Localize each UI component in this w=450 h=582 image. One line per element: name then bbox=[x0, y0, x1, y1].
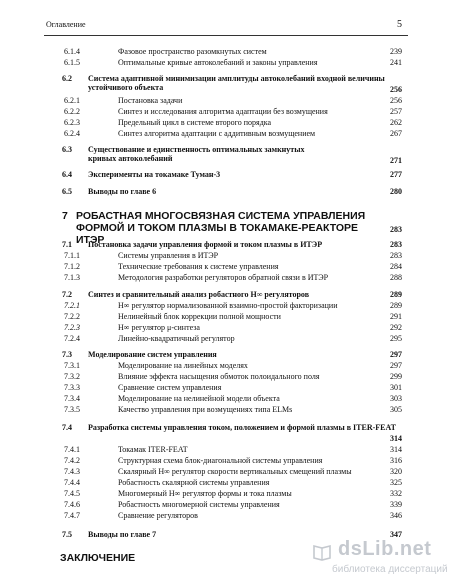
entry-number: 6.1.4 bbox=[64, 47, 80, 56]
entry-page: 280 bbox=[390, 187, 402, 196]
entry-number: 7.3.3 bbox=[64, 383, 80, 392]
entry-page: 346 bbox=[390, 511, 402, 520]
entry-title: Системы управления в ИТЭР bbox=[118, 251, 219, 260]
entry-title: Робастность многомерной системы управления bbox=[118, 500, 280, 509]
entry-title: Разработка системы управления током, положением и формой плазмы в ITER-FEAT bbox=[88, 423, 396, 432]
entry-title: Линейно-квадратичный регулятор bbox=[118, 334, 235, 343]
entry-number: 7.3.5 bbox=[64, 405, 80, 414]
entry-number: 6.4 bbox=[62, 170, 72, 179]
entry-number: 7.4.3 bbox=[64, 467, 80, 476]
entry-number: 7.2.2 bbox=[64, 312, 80, 321]
entry-page: 297 bbox=[390, 350, 402, 359]
entry-number: 7.4.6 bbox=[64, 500, 80, 509]
entry-number: 7.1 bbox=[62, 240, 72, 249]
entry-title: Сравнение систем управления bbox=[118, 383, 222, 392]
entry-page: 299 bbox=[390, 372, 402, 381]
entry-page: 291 bbox=[390, 312, 402, 321]
conclusion-heading: ЗАКЛЮЧЕНИЕ bbox=[60, 552, 136, 564]
entry-number: 7.4.7 bbox=[64, 511, 80, 520]
entry-number: 7.4.5 bbox=[64, 489, 80, 498]
entry-title: Оптимальные кривые автоколебаний и законы управления bbox=[118, 58, 318, 67]
entry-page: 288 bbox=[390, 273, 402, 282]
entry-title: Робастность скалярной системы управления bbox=[118, 478, 270, 487]
entry-number: 7.4.1 bbox=[64, 445, 80, 454]
entry-title: Моделирование на линейных моделях bbox=[118, 361, 248, 370]
header-title: Оглавление bbox=[46, 20, 86, 29]
entry-title: Синтез алгоритма адаптации с аддитивным возмущением bbox=[118, 129, 316, 138]
entry-page: 256 bbox=[390, 85, 402, 94]
entry-page: 314 bbox=[390, 434, 402, 443]
chapter-title: РОБАСТНАЯ МНОГОСВЯЗНАЯ СИСТЕМА УПРАВЛЕНИЯ ФОРМОЙ И ТОКОМ ПЛАЗМЫ В ТОКАМАКЕ-РЕАКТОРЕ ИТЭР bbox=[76, 210, 366, 246]
entry-title: Токамак ITER-FEAT bbox=[118, 445, 188, 454]
entry-number: 7.3.2 bbox=[64, 372, 80, 381]
entry-number: 6.3 bbox=[62, 145, 72, 154]
entry-page: 305 bbox=[390, 405, 402, 414]
entry-number: 6.5 bbox=[62, 187, 72, 196]
entry-page: 301 bbox=[390, 383, 402, 392]
entry-title: Нелинейный блок коррекции полной мощности bbox=[118, 312, 281, 321]
entry-title: Эксперименты на токамаке Туман-3 bbox=[88, 170, 221, 179]
entry-title: Выводы по главе 6 bbox=[88, 187, 157, 196]
entry-page: 303 bbox=[390, 394, 402, 403]
entry-page: 314 bbox=[390, 445, 402, 454]
entry-number: 7.2 bbox=[62, 290, 72, 299]
entry-number: 6.1.5 bbox=[64, 58, 80, 67]
entry-page: 239 bbox=[390, 47, 402, 56]
entry-page: 292 bbox=[390, 323, 402, 332]
watermark bbox=[306, 538, 450, 582]
entry-page: 283 bbox=[390, 225, 402, 234]
entry-number: 7.1.3 bbox=[64, 273, 80, 282]
entry-title: Скалярный H∞ регулятор скорости вертикальных смещений плазмы bbox=[118, 467, 352, 476]
entry-number: 7.2.1 bbox=[64, 301, 80, 310]
entry-number: 7.3 bbox=[62, 350, 72, 359]
entry-number: 7.2.4 bbox=[64, 334, 80, 343]
entry-title: Многомерный H∞ регулятор формы и тока плазмы bbox=[118, 489, 292, 498]
entry-page: 256 bbox=[390, 96, 402, 105]
entry-page: 283 bbox=[390, 251, 402, 260]
entry-title: Синтез и исследования алгоритма адаптации без возмущения bbox=[118, 107, 328, 116]
entry-number: 6.2 bbox=[62, 74, 72, 83]
entry-title: Моделирование систем управления bbox=[88, 350, 217, 359]
entry-title: Методология разработки регуляторов обратной связи в ИТЭР bbox=[118, 273, 329, 282]
entry-title: Постановка задачи bbox=[118, 96, 183, 105]
entry-page: 277 bbox=[390, 170, 402, 179]
entry-page: 320 bbox=[390, 467, 402, 476]
entry-page: 289 bbox=[390, 301, 402, 310]
entry-number: 7.1.1 bbox=[64, 251, 80, 260]
entry-title: Синтез и сравнительный анализ робастного H∞ регуляторов bbox=[88, 290, 310, 299]
entry-title: Технические требования к системе управления bbox=[118, 262, 279, 271]
entry-title: Структурная схема блок-диагональной системы управления bbox=[118, 456, 323, 465]
entry-number: 6.2.1 bbox=[64, 96, 80, 105]
entry-title: Качество управления при возмущениях типа ELMs bbox=[118, 405, 293, 414]
entry-page: 241 bbox=[390, 58, 402, 67]
entry-number: 7.1.2 bbox=[64, 262, 80, 271]
page-number: 5 bbox=[397, 19, 402, 30]
entry-title: Сравнение регуляторов bbox=[118, 511, 198, 520]
entry-title: Влияние эффекта насыщения обмоток полоидального поля bbox=[118, 372, 320, 381]
entry-title: Моделирование на нелинейной модели объекта bbox=[118, 394, 280, 403]
entry-title: Существование и единственность оптимальных замкнутых кривых автоколебаний bbox=[88, 145, 305, 163]
entry-page: 332 bbox=[390, 489, 402, 498]
page-header bbox=[46, 20, 404, 34]
entry-number: 6.2.2 bbox=[64, 107, 80, 116]
entry-number: 7.5 bbox=[62, 530, 72, 539]
header-rule bbox=[44, 35, 408, 36]
entry-page: 347 bbox=[390, 530, 402, 539]
entry-page: 289 bbox=[390, 290, 402, 299]
entry-title: H∞ регулятор нормализованной взаимно-простой факторизации bbox=[118, 301, 338, 310]
chapter-number: 7 bbox=[62, 210, 68, 222]
watermark-logo: dsLib.net bbox=[338, 538, 432, 560]
entry-number: 7.2.3 bbox=[64, 323, 80, 332]
book-icon bbox=[312, 542, 332, 562]
entry-page: 295 bbox=[390, 334, 402, 343]
entry-title: Постановка задачи управления формой и током плазмы в ИТЭР bbox=[88, 240, 323, 249]
watermark-subtitle: библиотека диссертаций bbox=[332, 564, 448, 575]
entry-number: 7.3.1 bbox=[64, 361, 80, 370]
entry-page: 284 bbox=[390, 262, 402, 271]
entry-title: Система адаптивной минимизации амплитуды автоколебаний входной величины устойчивого объекта bbox=[88, 74, 385, 92]
entry-number: 7.4.4 bbox=[64, 478, 80, 487]
entry-page: 339 bbox=[390, 500, 402, 509]
entry-title: H∞ регулятор μ-синтеза bbox=[118, 323, 200, 332]
entry-title: Фазовое пространство разомкнутых систем bbox=[118, 47, 267, 56]
entry-number: 7.4 bbox=[62, 423, 72, 432]
entry-page: 316 bbox=[390, 456, 402, 465]
entry-page: 271 bbox=[390, 156, 402, 165]
entry-number: 6.2.3 bbox=[64, 118, 80, 127]
entry-page: 283 bbox=[390, 240, 402, 249]
entry-page: 325 bbox=[390, 478, 402, 487]
entry-number: 7.3.4 bbox=[64, 394, 80, 403]
entry-page: 257 bbox=[390, 107, 402, 116]
entry-title: Предельный цикл в системе второго порядка bbox=[118, 118, 272, 127]
entry-page: 297 bbox=[390, 361, 402, 370]
entry-page: 267 bbox=[390, 129, 402, 138]
entry-number: 6.2.4 bbox=[64, 129, 80, 138]
entry-page: 262 bbox=[390, 118, 402, 127]
entry-title: Выводы по главе 7 bbox=[88, 530, 157, 539]
entry-number: 7.4.2 bbox=[64, 456, 80, 465]
